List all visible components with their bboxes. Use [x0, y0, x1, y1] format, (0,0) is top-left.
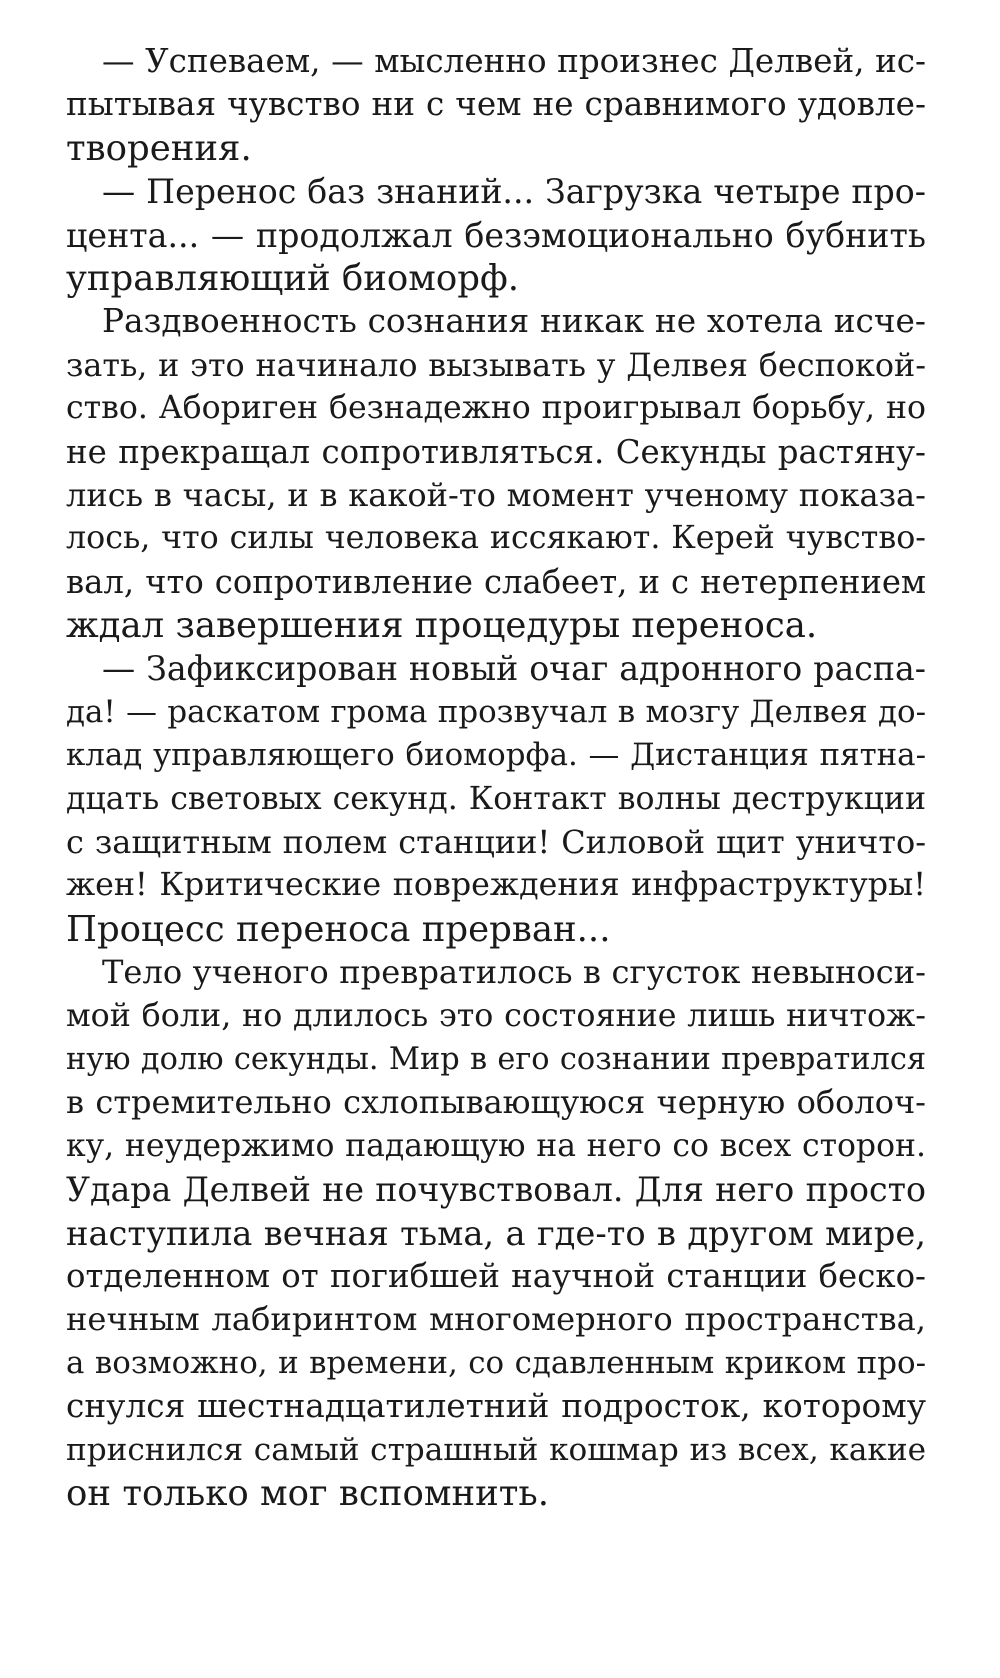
paragraph-3 — [66, 300, 926, 647]
text-line: Тело ученого превратилось в сгусток невыноси- — [102, 953, 926, 992]
text-line: лись в часы, и в какой-то момент ученому показа- — [66, 475, 926, 514]
text-line: дцать световых секунд. Контакт волны деструкции — [66, 780, 926, 817]
text-line: а возможно, и времени, со сдавленным криком про- — [66, 1344, 926, 1381]
text-line: вал, что сопротивление слабеет, и с нетерпением — [66, 562, 926, 601]
page-text — [66, 40, 926, 1515]
text-line: творения. — [66, 127, 252, 169]
text-line: он только мог вспомнить. — [66, 1472, 550, 1514]
text-line: в стремительно схлопывающуюся черную оболоч- — [66, 1083, 926, 1122]
text-line: Процесс переноса прерван... — [66, 908, 611, 950]
paragraph-1 — [66, 40, 926, 170]
text-line: клад управляющего биоморфа. — Дистанция пятна- — [66, 737, 926, 774]
text-line: ждал завершения процедуры переноса. — [66, 605, 818, 647]
text-line: — Успеваем, — мысленно произнес Делвей, ис- — [102, 42, 926, 80]
text-line: да! — раскатом грома прозвучал в мозгу Делвея до- — [66, 693, 926, 730]
text-line: пытывая чувство ни с чем не сравнимого удовле- — [66, 85, 926, 124]
text-line: мой боли, но длилось это состояние лишь ничтож- — [66, 997, 926, 1034]
text-line: Раздвоенность сознания никак не хотела исче- — [102, 302, 926, 341]
text-line: Удара Делвей не почувствовал. Для него просто — [66, 1170, 926, 1210]
text-line: зать, и это начинало вызывать у Делвея беспокой- — [66, 345, 926, 384]
text-line: ство. Абориген безнадежно проигрывал борьбу, но — [66, 390, 926, 427]
text-line: нечным лабиринтом многомерного пространства, — [66, 1300, 926, 1339]
text-line: наступила вечная тьма, а где-то в другом мире, — [66, 1213, 926, 1253]
text-line: снулся шестнадцатилетний подросток, которому — [66, 1387, 926, 1426]
text-line: управляющий биоморф. — [66, 257, 520, 299]
paragraph-2 — [66, 170, 926, 300]
text-line: цента... — продолжал безэмоционально бубнить — [66, 215, 926, 255]
text-line: лось, что силы человека иссякают. Керей чувство- — [66, 520, 926, 557]
paragraph-5 — [66, 951, 926, 1515]
text-line: ную долю секунды. Мир в его сознании превратился — [66, 1041, 926, 1077]
text-line: — Зафиксирован новый очаг адронного распа- — [102, 649, 926, 689]
text-line: не прекращал сопротивляться. Секунды растяну- — [66, 432, 926, 471]
text-line: приснился самый страшный кошмар из всех, какие — [66, 1431, 926, 1468]
text-line: жен! Критические повреждения инфраструктуры! — [66, 867, 926, 904]
text-line: — Перенос баз знаний... Загрузка четыре про- — [102, 172, 926, 212]
text-line: ку, неудержимо падающую на него со всех сторон. — [66, 1127, 926, 1164]
text-line: с защитным полем станции! Силовой щит уничто- — [66, 823, 926, 862]
text-line: отделенном от погибшей научной станции беско- — [66, 1256, 926, 1295]
paragraph-4 — [66, 647, 926, 951]
